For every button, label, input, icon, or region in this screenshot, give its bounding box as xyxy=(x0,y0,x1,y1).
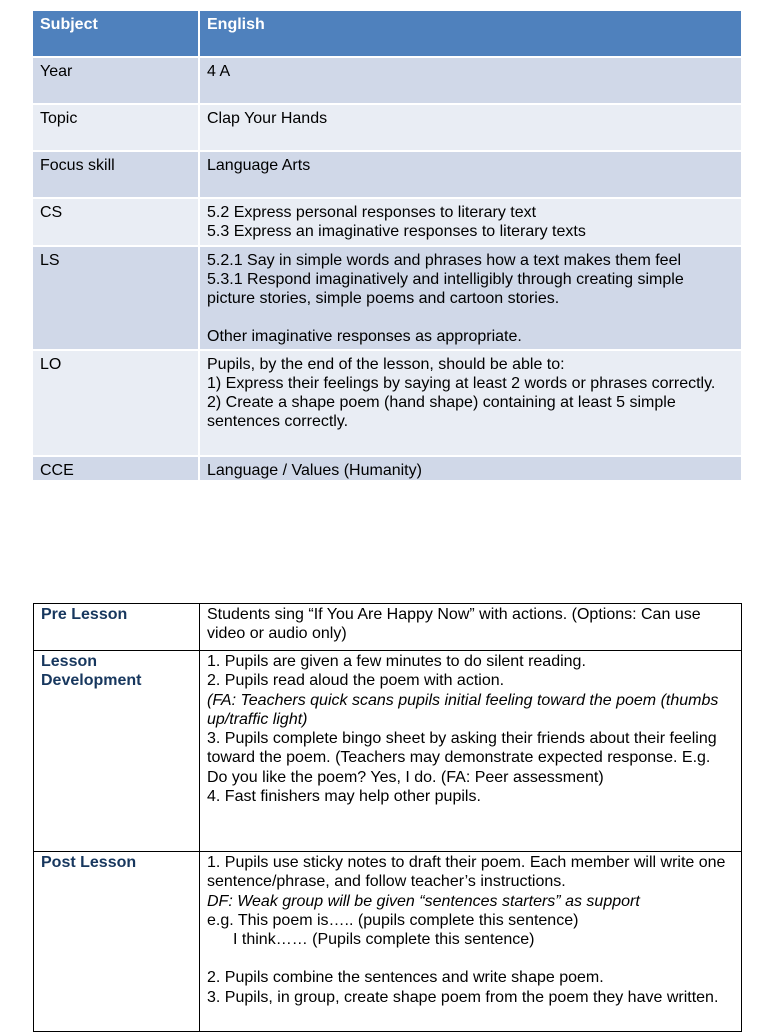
info-value-line: Language / Values (Humanity) xyxy=(207,462,422,479)
info-row-topic xyxy=(33,104,741,151)
info-label: Year xyxy=(33,57,199,104)
info-label: Focus skill xyxy=(33,151,199,198)
development-step: 2. Pupils read aloud the poem with action. xyxy=(207,672,505,690)
blank-line xyxy=(207,308,734,327)
info-row-year xyxy=(33,57,741,104)
info-row-cce xyxy=(33,456,741,481)
formative-assessment-note: (FA: Teachers quick scans pupils initial feeling toward the poem (thumbs up/traffic light) xyxy=(207,691,719,728)
differentiation-note: DF: Weak group will be given “sentences starters” as support xyxy=(207,892,640,910)
lesson-development-label: Lesson Development xyxy=(34,651,200,852)
info-value-line: 5.3 Express an imaginative responses to literary texts xyxy=(207,223,586,240)
info-row-focus-skill xyxy=(33,151,741,198)
info-label: LO xyxy=(33,350,199,456)
development-step: 1. Pupils are given a few minutes to do silent reading. xyxy=(207,653,586,670)
info-header-row xyxy=(33,11,741,57)
info-row-lo xyxy=(33,350,741,456)
info-label: CCE xyxy=(33,456,199,481)
post-lesson-row xyxy=(34,852,742,1032)
pre-lesson-row xyxy=(34,604,742,651)
info-label: LS xyxy=(33,246,199,350)
post-lesson-label: Post Lesson xyxy=(34,852,200,1032)
info-value-line: Language Arts xyxy=(207,157,311,174)
info-value-line: 4 A xyxy=(207,63,231,80)
info-value-line: 2) Create a shape poem (hand shape) containing at least 5 simple sentences correctly. xyxy=(207,394,676,430)
blank-line xyxy=(207,949,734,968)
info-value-line: 5.2.1 Say in simple words and phrases how a text makes them feel xyxy=(207,252,682,269)
info-value-line: 1) Express their feelings by saying at least 2 words or phrases correctly. xyxy=(207,375,716,392)
lesson-steps-table xyxy=(33,603,742,1032)
info-label: Topic xyxy=(33,104,199,151)
info-value-line: Other imaginative responses as appropriate. xyxy=(207,328,522,345)
development-step: 3. Pupils complete bingo sheet by asking their friends about their feeling toward the poem. (Teachers may demonstrate expected response. E.g. Do you like the poem? Yes, I do. (FA: Peer assessment) xyxy=(207,730,717,786)
subject-label: Subject xyxy=(33,11,199,57)
post-step: 3. Pupils, in group, create shape poem from the poem they have written. xyxy=(207,988,719,1006)
post-step: 1. Pupils use sticky notes to draft their poem. Each member will write one sentence/phrase, and follow teacher’s instructions. xyxy=(207,854,726,891)
info-row-cs xyxy=(33,198,741,246)
pre-lesson-label: Pre Lesson xyxy=(34,604,200,651)
info-value-line: Pupils, by the end of the lesson, should be able to: xyxy=(207,356,565,373)
example-line: I think…… (Pupils complete this sentence) xyxy=(233,931,535,949)
info-value-line: 5.2 Express personal responses to literary text xyxy=(207,204,537,221)
info-value-line: 5.3.1 Respond imaginatively and intelligibly through creating simple picture stories, simple poems and cartoon stories. xyxy=(207,271,684,307)
info-label: CS xyxy=(33,198,199,246)
lesson-info-table xyxy=(33,11,741,482)
info-value-line: Clap Your Hands xyxy=(207,110,328,127)
pre-lesson-text: Students sing “If You Are Happy Now” with actions. (Options: Can use video or audio only) xyxy=(200,604,742,651)
subject-value: English xyxy=(199,11,741,57)
development-step: 4. Fast finishers may help other pupils. xyxy=(207,788,481,806)
lesson-development-row xyxy=(34,651,742,852)
info-row-ls xyxy=(33,246,741,350)
example-line: e.g. This poem is….. (pupils complete this sentence) xyxy=(207,911,579,929)
post-step: 2. Pupils combine the sentences and write shape poem. xyxy=(207,969,604,987)
